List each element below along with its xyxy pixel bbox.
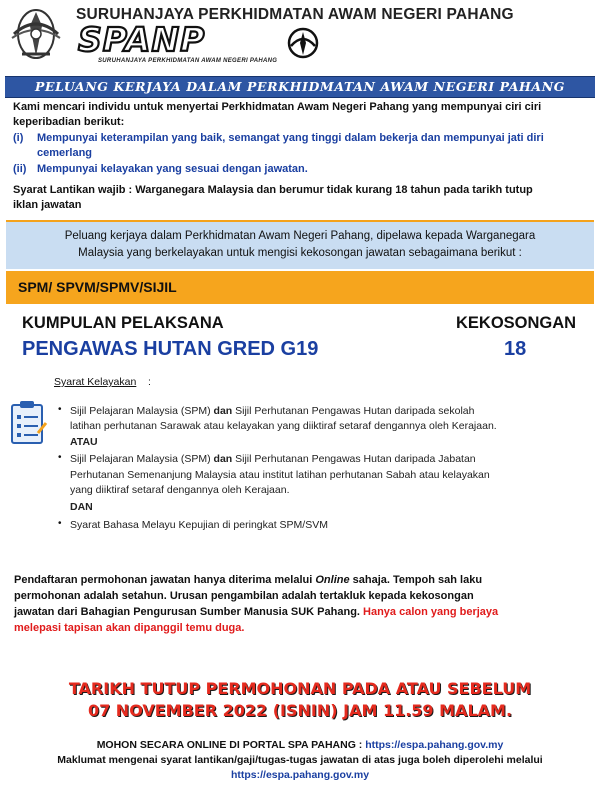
item-i-text-cont: cemerlang xyxy=(37,147,93,159)
intro-text-cont: keperibadian berikut: xyxy=(13,116,125,128)
banner-title: PELUANG KERJAYA DALAM PERKHIDMATAN AWAM NEGERI PAHANG xyxy=(34,79,566,94)
intro-text: Kami mencari individu untuk menyertai Perkhidmatan Awam Negeri Pahang yang mempunyai ciri ciri xyxy=(13,101,542,113)
qualification-level-bar xyxy=(6,271,594,304)
bullet-1-line-2: latihan perhutanan Sarawak atau kelayakan yang diiktiraf setaraf dengannya oleh Kerajaan. xyxy=(70,420,497,432)
requirement-text-cont: iklan jawatan xyxy=(13,199,82,211)
invitation-box xyxy=(6,220,594,269)
atau-label: ATAU xyxy=(70,436,98,448)
syarat-heading: Syarat Kelayakan xyxy=(54,376,137,388)
item-ii-number: (ii) xyxy=(13,163,27,175)
registration-info: Pendaftaran permohonan jawatan hanya diterima melalui Online sahaja. Tempoh sah laku permohonan adalah setahun. Urusan pengambilan adalah tertakluk kepada kekosongan jawatan dari Bahagian Pengurusan Sumber Manusia SUK Pahang. Hanya calon yang berjaya melepasi tapisan akan dipanggil temu duga. xyxy=(14,574,499,634)
portal-link[interactable]: https://espa.pahang.gov.my xyxy=(365,739,504,751)
bullet-3: Syarat Bahasa Melayu Kepujian di peringkat SPM/SVM xyxy=(70,519,328,531)
invitation-line-2: Malaysia yang berkelayakan untuk mengisi kekosongan jawatan sebagaimana berikut : xyxy=(78,247,522,259)
vacancy-label: KEKOSONGAN xyxy=(456,314,577,332)
dan-label: DAN xyxy=(70,501,93,513)
title-banner xyxy=(5,76,595,98)
qualification-level: SPM/ SPVM/SPMV/SIJIL xyxy=(18,279,177,295)
requirement-text: Syarat Lantikan wajib : Warganegara Malaysia dan berumur tidak kurang 18 tahun pada tarikh tutup xyxy=(13,184,533,196)
group-label: KUMPULAN PELAKSANA xyxy=(22,314,224,332)
bullet-2-line-2: Perhutanan Semenanjung Malaysia atau institut latihan perhutanan Sabah atau kelayakan xyxy=(70,469,490,481)
item-i-number: (i) xyxy=(13,132,24,144)
clipboard-checklist-icon xyxy=(8,399,48,445)
portal-info: MOHON SECARA ONLINE DI PORTAL SPA PAHANG : https://espa.pahang.gov.my Maklumat mengenai syarat lantikan/gaji/tugas-tugas jawatan di atas juga boleh diperolehi melalui https://espa.pahang.gov.my xyxy=(0,738,600,783)
bullet-1-line-1: Sijil Pelajaran Malaysia (SPM) dan Sijil Perhutanan Pengawas Hutan daripada sekolah xyxy=(70,405,475,417)
closing-line-1: TARIKH TUTUP PERMOHONAN PADA ATAU SEBELUM xyxy=(68,679,532,698)
bullet-dot: • xyxy=(58,518,62,529)
invitation-line-1: Peluang kerjaya dalam Perkhidmatan Awam Negeri Pahang, dipelawa kepada Warganegara xyxy=(64,230,536,242)
syarat-colon: : xyxy=(148,376,151,388)
logo-subtitle: SURUHANJAYA PERKHIDMATAN AWAM NEGERI PAHANG xyxy=(98,58,278,64)
pahang-crest-logo xyxy=(8,4,64,64)
item-ii-text: Mempunyai kelayakan yang sesuai dengan jawatan. xyxy=(37,163,308,175)
item-i-text: Mempunyai keterampilan yang baik, semangat yang tinggi dalam bekerja dan mempunyai jati diri xyxy=(37,132,544,144)
portal-info-line-2: Maklumat mengenai syarat lantikan/gaji/tugas-tugas jawatan di atas juga boleh diperolehi melalui xyxy=(57,754,543,766)
closing-line-2: 07 NOVEMBER 2022 (ISNIN) JAM 11.59 MALAM. xyxy=(87,701,513,720)
bullet-2-line-1: Sijil Pelajaran Malaysia (SPM) dan Sijil Perhutanan Pengawas Hutan daripada Jabatan xyxy=(70,453,476,465)
vacancy-count: 18 xyxy=(504,338,527,360)
closing-date-notice xyxy=(0,678,600,722)
spanp-emblem-icon xyxy=(285,26,321,60)
bullet-dot: • xyxy=(58,452,62,463)
position-title: PENGAWAS HUTAN GRED G19 xyxy=(22,338,319,360)
spanp-logo-text: SPANP xyxy=(78,20,206,59)
bullet-dot: • xyxy=(58,404,62,415)
org-name: SURUHANJAYA PERKHIDMATAN AWAM NEGERI PAHANG xyxy=(76,6,514,23)
portal-link-2[interactable]: https://espa.pahang.gov.my xyxy=(230,769,370,781)
bullet-2-line-3: yang diiktiraf setaraf dengannya oleh Kerajaan. xyxy=(70,484,290,496)
